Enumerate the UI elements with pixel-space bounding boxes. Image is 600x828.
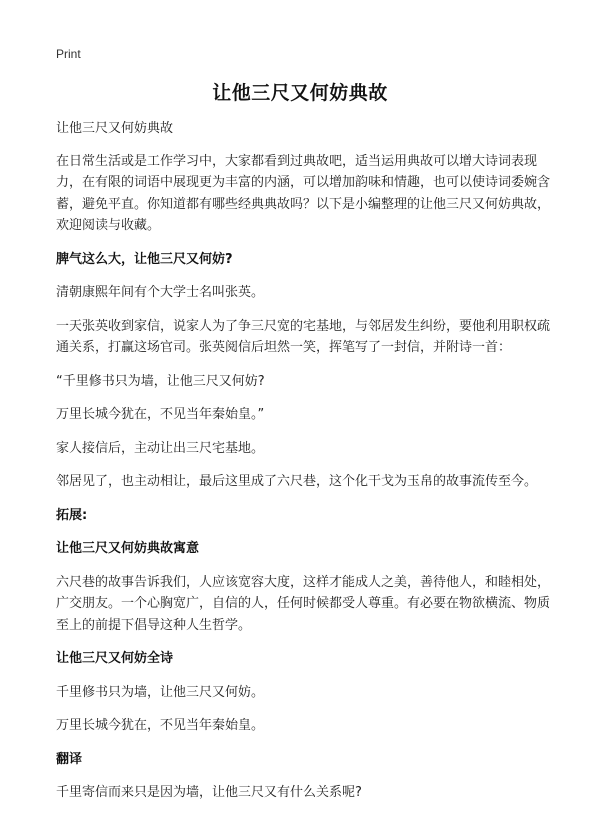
intro-paragraph: 在日常生活或是工作学习中，大家都看到过典故吧，适当运用典故可以增大诗词表现力，在有限的词语中展现更为丰富的内涵，可以增加韵味和情趣，也可以使诗词委婉含蓄，避免平直。你知道都有哪些经典典故吗？以下是小编整理的让他三尺又何妨典故，欢迎阅读与收藏。: [56, 153, 551, 233]
poem-line-2: 万里长城今犹在，不见当年秦始皇。”: [56, 407, 265, 422]
paragraph-meaning: 六尺巷的故事告诉我们，人应该宽容大度，这样才能成人之美，善待他人，和睦相处，广交朋友。一个心胸宽广，自信的人，任何时候都受人尊重。有必要在物欲横流、物质至上的前提下倡导这种人生哲学。: [56, 574, 551, 633]
section-heading-meaning: 让他三尺又何妨典故寓意: [56, 541, 200, 556]
full-poem-line-1: 千里修书只为墙，让他三尺又何妨。: [56, 684, 265, 700]
paragraph-letter: 一天张英收到家信，说家人为了争三尺宽的宅基地，与邻居发生纠纷，要他利用职权疏通关系，打赢这场官司。张英阅信后坦然一笑，挥笔写了一封信，并附诗一首：: [56, 318, 551, 355]
paragraph-family-yield: 家人接信后，主动让出三尺宅基地。: [56, 440, 265, 456]
extension-heading: 拓展:: [56, 507, 88, 523]
paragraph-zhang-ying: 清朝康熙年间有个大学士名叫张英。: [56, 285, 265, 300]
poem-line-1: “千里修书只为墙，让他三尺又何妨?: [56, 373, 265, 389]
article-body: [56, 118, 556, 816]
section-heading-full-poem: 让他三尺又何妨全诗: [56, 651, 174, 666]
section-heading-temper: 脾气这么大，让他三尺又何妨?: [56, 251, 233, 267]
section-heading-translation: 翻译: [56, 751, 83, 767]
print-link[interactable]: Print: [56, 47, 81, 61]
article-subtitle: 让他三尺又何妨典故: [56, 121, 174, 136]
paragraph-translation: 千里寄信而来只是因为墙，让他三尺又有什么关系呢?: [56, 785, 362, 800]
full-poem-line-2: 万里长城今犹在，不见当年秦始皇。: [56, 718, 265, 733]
paragraph-six-foot-lane: 邻居见了，也主动相让，最后这里成了六尺巷，这个化干戈为玉帛的故事流传至今。: [56, 474, 538, 489]
page-title: 让他三尺又何妨典故: [212, 82, 388, 104]
